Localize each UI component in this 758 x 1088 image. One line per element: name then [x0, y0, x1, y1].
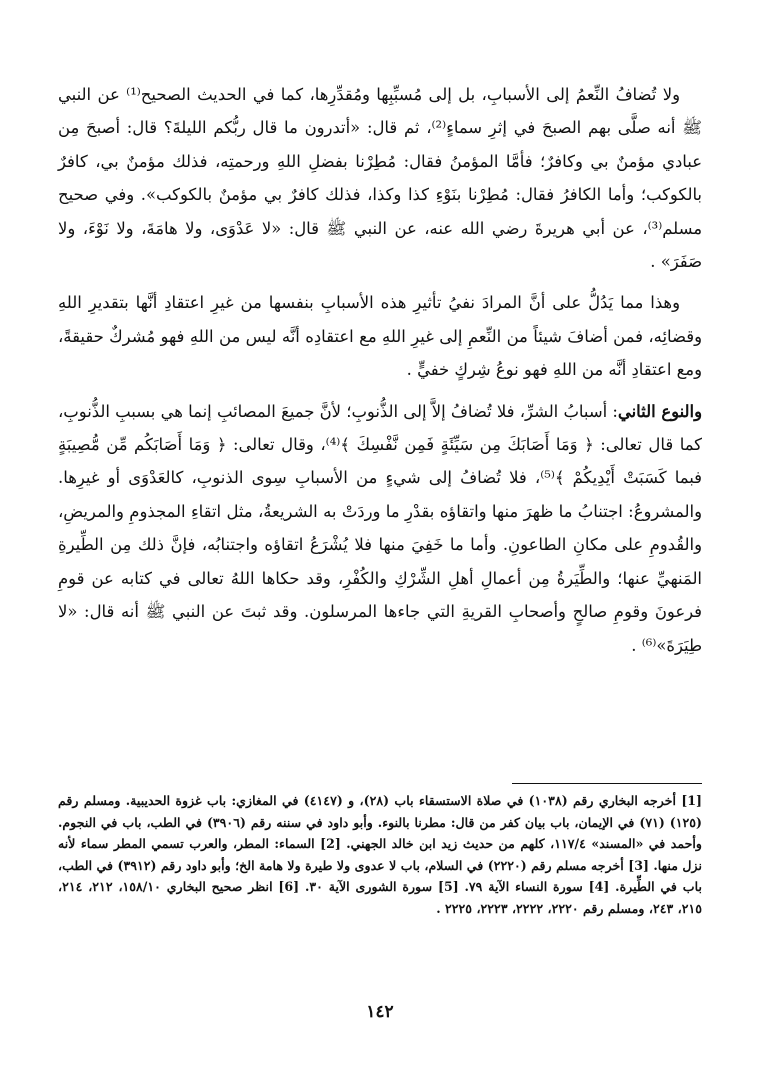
- page-number: ١٤٢: [366, 1002, 394, 1022]
- section-lead: والنوع الثاني: [617, 401, 703, 421]
- paragraph-3: [58, 395, 702, 662]
- footnotes-text: [1] أخرجه البخاري رقم (١٠٣٨) في صلاة الاستسقاء باب (٢٨)، و (٤١٤٧) في المغازي: باب غزوة الحديبية. ومسلم رقم (١٢٥) (٧١) في الإيمان، باب بيان كفر من قال: مطرنا بالنوء. وأبو داود في سننه رقم (٣٩٠٦) في الطب، باب في النجوم. وأحمد في «المسند» ١١٧/٤، كلهم من حديث زيد ابن خالد الجهني. [2] السماء: المطر، والعرب تسمي المطر سماء لأنه نزل منها. [3] أخرجه مسلم رقم (٢٢٢٠) في السلام، باب لا عدوى ولا طيرة ولا هامة الخ؛ وأبو داود رقم (٣٩١٢) في الطب، باب في الطِّيرة. [4] سورة النساء الآية ٧٩. [5] سورة الشورى الآية ٣٠. [6] انظر صحيح البخاري ١٥٨/١٠، ٢١٢، ٢١٤، ٢١٥، ٢٤٣، ومسلم رقم ٢٢٢٠، ٢٢٢٢، ٢٢٢٣، ٢٢٢٥ .: [58, 793, 703, 916]
- footnotes: [58, 790, 702, 920]
- book-page: [58, 78, 702, 1078]
- paragraph-2: وهذا مما يَدُلُّ على أنَّ المرادَ نفيُ تأثيرِ هذه الأسبابِ بنفسها من غيرِ اعتقادِ أنَّها بتقديرِ اللهِ وقضائِه، فمن أضافَ شيئاً من النِّعمِ إلى غيرِ اللهِ مع اعتقادِه أنَّه ليس من اللهِ فهو مُشركٌ حقيقةً، ومع اعتقادِ أنَّه من اللهِ فهو نوعُ شِركٍ خفيٍّ .: [58, 293, 702, 380]
- main-text: [58, 78, 702, 662]
- footnote-divider: [512, 783, 702, 784]
- paragraph-1: ولا تُضافُ النِّعمُ إلى الأسبابِ، بل إلى مُسبِّبِها ومُقدِّرِها، كما في الحديث الصحيح⁽¹⁾ عن النبي ﷺ أنه صلَّى بهم الصبحَ في إثرِ سماءٍ⁽²⁾، ثم قال: «أتدرون ما قال ربُّكم الليلةَ؟ قال: أصبحَ مِن عبادي مؤمنٌ بي وكافرٌ؛ فأمَّا المؤمنُ فقال: مُطِرْنا بفضلِ اللهِ ورحمتِه، فذلك مؤمنٌ بي، كافرٌ بالكوكب؛ وأما الكافرُ فقال: مُطِرْنا بنَوْءِ كذا وكذا، فذلك كافرٌ بي مؤمنٌ بالكوكب». وفي صحيح مسلم⁽³⁾، عن أبي هريرةَ رضي الله عنه، عن النبي ﷺ قال: «لا عَدْوَى، ولا هامَةَ، ولا نَوْءَ، ولا صَفَرَ» .: [58, 85, 702, 272]
- section-text: : أسبابُ الشرِّ، فلا تُضافُ إلاَّ إلى الذُّنوبِ؛ لأنَّ جميعَ المصائبِ إنما هي بسببِ الذُّنوبِ، كما قال تعالى: ﴿ وَمَا أَصَابَكَ مِن سَيِّئَةٍ فَمِن نَّفْسِكَ ﴾⁽⁴⁾، وقال تعالى: ﴿ وَمَا أَصَابَكُم مِّن مُّصِيبَةٍ فبما كَسَبَتْ أَيْدِيكُمْ ﴾⁽⁵⁾، فلا تُضافُ إلى شيءٍ من الأسبابِ سِوى الذنوبِ، كالعَدْوَى أو غيرِها. والمشروعُ: اجتنابُ ما ظهرَ منها واتقاؤه بقدْرِ ما وردَتْ به الشريعةُ، مثل اتقاءِ المجذومِ والمريضِ، والقُدومِ على مكانِ الطاعونِ. وأما ما خَفِيَ منها فلا يُشْرَعُ اتقاؤه واجتنابُه، فإنَّ ذلك مِن الطِّيرةِ المَنهيِّ عنها؛ والطِّيَرةُ مِن أعمالِ أهلِ الشِّرْكِ والكُفْرِ، وقد حكاها اللهُ تعالى في كتابه عن قومِ فرعونَ وقومِ صالحٍ وأصحابِ القريةِ التي جاءها المرسلون. وقد ثبتَ عن النبي ﷺ أنه قال: «لا طِيَرَةَ»⁽⁶⁾ .: [58, 401, 702, 655]
